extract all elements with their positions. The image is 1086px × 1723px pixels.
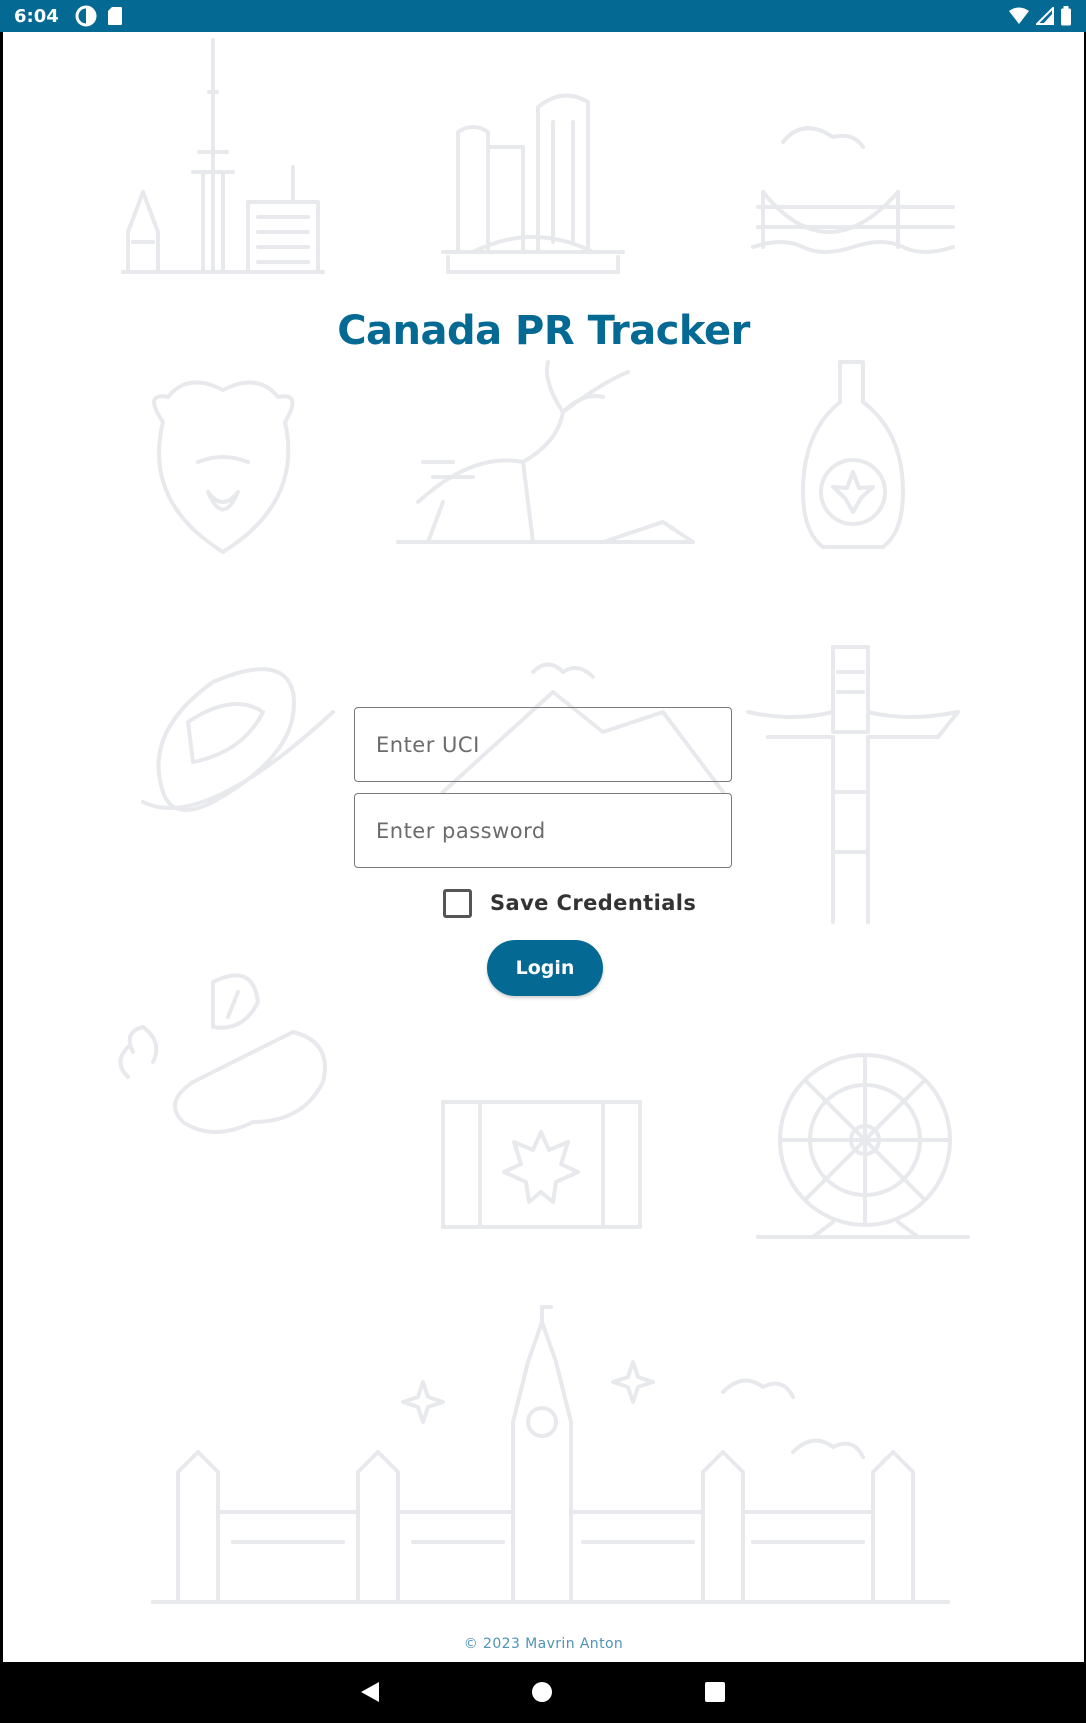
- moose-icon: [398, 362, 693, 542]
- cell-signal-icon: [1036, 7, 1054, 25]
- back-icon: [359, 1680, 381, 1704]
- battery-icon: [1060, 6, 1072, 26]
- bear-icon: [154, 382, 292, 552]
- parliament-building-icon: [153, 1307, 948, 1602]
- status-time: 6:04: [14, 5, 59, 27]
- city-hall-icon: [443, 96, 623, 272]
- status-bar: [0, 0, 1086, 32]
- bridge-icon: [753, 128, 953, 252]
- save-credentials-checkbox[interactable]: [443, 889, 472, 918]
- back-button[interactable]: [350, 1672, 390, 1712]
- ferris-wheel-icon: [758, 1055, 968, 1237]
- canada-flag-icon: [443, 1102, 640, 1227]
- save-credentials-row[interactable]: [443, 885, 696, 921]
- app-title: Canada PR Tracker: [337, 308, 750, 354]
- app-window: [3, 32, 1084, 1662]
- hockey-icon: [143, 669, 333, 810]
- navigation-bar: [0, 1662, 1086, 1723]
- recents-icon: [704, 1681, 726, 1703]
- totem-pole-icon: [748, 647, 958, 922]
- login-button[interactable]: Login: [487, 940, 603, 996]
- home-button[interactable]: [522, 1672, 562, 1712]
- home-icon: [531, 1681, 553, 1703]
- cn-tower-icon: [123, 40, 323, 272]
- recents-button[interactable]: [695, 1672, 735, 1712]
- wifi-icon: [1008, 7, 1030, 25]
- sd-card-icon: [107, 6, 123, 26]
- save-credentials-label: Save Credentials: [490, 891, 697, 915]
- uci-input[interactable]: [354, 707, 732, 782]
- maple-leaf-berries-icon: [121, 975, 326, 1132]
- maple-syrup-bottle-icon: [803, 362, 903, 547]
- status-icons-left: [75, 5, 123, 27]
- data-saver-icon: [75, 5, 97, 27]
- password-input[interactable]: [354, 793, 732, 868]
- status-icons-right: [1008, 6, 1072, 26]
- copyright-text: © 2023 Mavrin Anton: [463, 1636, 624, 1652]
